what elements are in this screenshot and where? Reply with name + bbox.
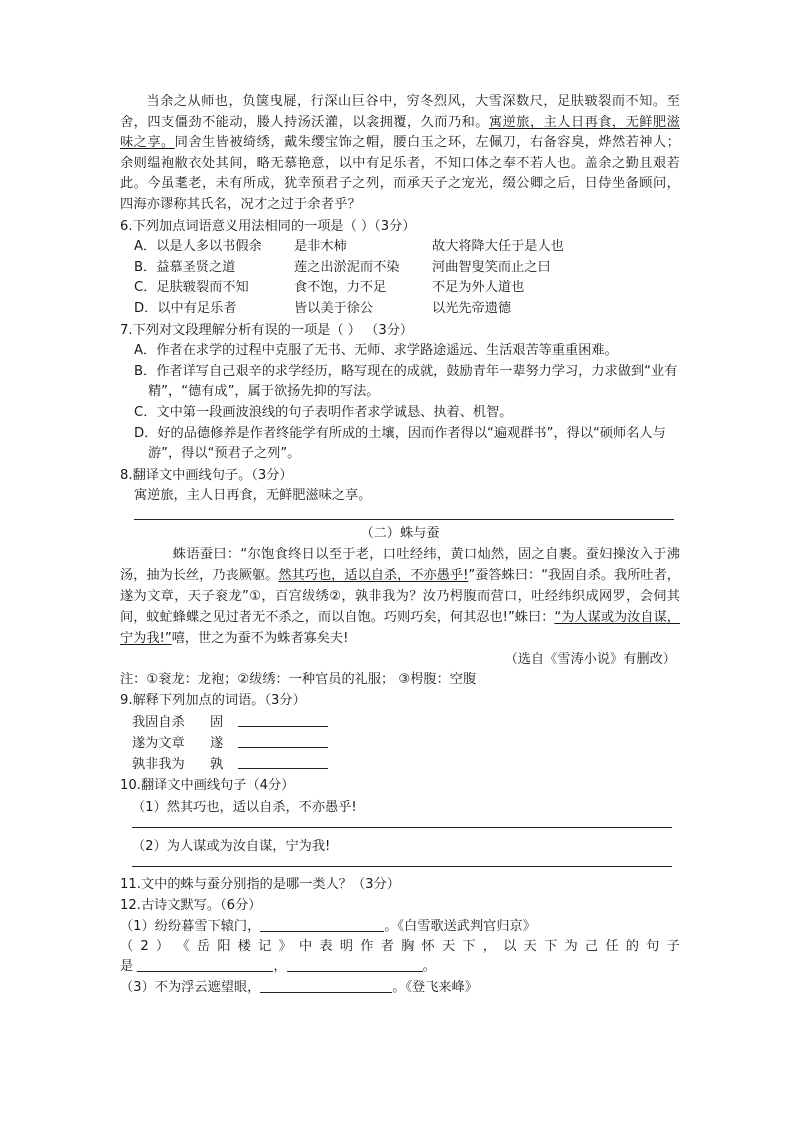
q12-item-2-glyph: 者: [380, 939, 394, 955]
q12-item-2-glyph: 作: [360, 939, 374, 955]
q12-item-2-blank-2[interactable]: [287, 957, 423, 972]
q12-item-2-glyph: 阳: [217, 939, 231, 955]
q12-item-2-glyph: 以: [503, 939, 517, 955]
passage-2-text-c: 嘻，世之为蚕不为蛛者寡矣夫!: [171, 630, 349, 646]
question-10-sentence-2: （2）为人谋或为汝自谋，宁为我!: [132, 838, 331, 854]
exam-page: [120, 92, 680, 999]
passage-2-note: 注：①衮龙：龙袍；②绂绣：一种官员的礼服； ③枵腹：空腹: [120, 671, 477, 687]
q12-item-3-blank[interactable]: [260, 978, 392, 993]
gloss-item: [120, 733, 680, 754]
q12-item-2-glyph: 怀: [421, 939, 435, 955]
question-8-stem: 8.翻译文中画线句子。（3分）: [120, 467, 293, 483]
option-d-3: 以光先帝遗德: [432, 300, 512, 316]
gloss-phrase: 我固自杀: [132, 715, 185, 731]
q12-item-2-glyph: 岳: [196, 939, 211, 955]
passage-1-underlined: 寓逆旅，主人日再食，无鲜肥滋味之享。: [120, 114, 680, 151]
gloss-char: 固: [210, 715, 224, 731]
question-7-stem: 7.下列对文段理解分析有误的一项是（ ） （3分）: [120, 322, 414, 338]
q12-item-2-glyph: 天: [523, 939, 537, 955]
q12-item-2-glyph: 中: [299, 939, 313, 955]
option-b-2: 莲之出淤泥而不染: [294, 259, 400, 275]
q12-item-1-source: 。《白雪歌送武判官归京》: [384, 918, 536, 934]
passage-2-text-b: ”蚕答蛛曰：“我固自杀。我所吐者，遂为文章，天子衮龙”①，百宫绂绣②，孰非我为？汝乃枵腹而营口，吐经纬织成网罗，会伺其间，蚊虻蜂蝶之见过者无不杀之，而以自饱。巧则巧矣，何其忍也!”蛛曰：: [120, 567, 680, 625]
q12-item-3-source: 。《登飞来峰》: [392, 980, 478, 996]
q12-item-2-glyph: 记: [258, 939, 272, 955]
option-b: [134, 258, 680, 279]
q12-item-2-glyph: 表: [319, 939, 333, 955]
question-9-stem: 9.解释下列加点的词语。（3分）: [120, 693, 306, 709]
q7-option-c: C．文中第一段画波浪线的句子表明作者求学诚恳、执着、机智。: [134, 404, 513, 420]
option-a-1: A．以是人多以书假余: [134, 239, 262, 255]
q12-item-2-glyph: 的: [625, 939, 639, 955]
q12-item-2-prompt: [120, 937, 680, 957]
question-8-answer-line[interactable]: [134, 519, 674, 520]
option-d-1: D．以中有足乐者: [134, 300, 237, 316]
q12-item-2-glyph: 天: [441, 939, 456, 955]
q12-item-2-glyph: ，: [482, 939, 496, 955]
question-10-stem: 10.翻译文中画线句子（4分）: [120, 778, 295, 794]
q12-item-2-glyph: 子: [666, 939, 680, 955]
option-d-2: 皆以美于徐公: [294, 300, 374, 316]
gloss-answer-blank[interactable]: [238, 712, 328, 727]
q12-item-1-blank[interactable]: [260, 917, 384, 932]
q7-option-b: B．作者详写自己艰辛的求学经历，略写现在的成就，鼓励青年一辈努力学习，力求做到“业有精”，“德有成”，属于欲扬先抑的写法。: [134, 363, 678, 400]
q12-item-2-glyph: 胸: [401, 939, 415, 955]
gloss-answer-blank[interactable]: [238, 754, 328, 769]
option-c: [134, 278, 680, 299]
option-c-3: 不足为外人道也: [432, 280, 525, 296]
option-c-2: 食不饱，力不足: [294, 280, 387, 296]
q12-item-2-end: 。: [422, 959, 436, 975]
q12-item-3: [120, 978, 680, 999]
q12-item-2-glyph: 《: [176, 939, 190, 955]
option-c-1: C．足肤皲裂而不知: [134, 280, 249, 296]
question-6-options: [120, 237, 680, 319]
passage-2: [120, 544, 680, 649]
q7-option-a: A．作者在求学的过程中克服了无书、无师、求学路途遥远、生活艰苦等重重困难。: [134, 343, 618, 359]
q12-item-2-glyph: 明: [339, 939, 354, 955]
q12-item-2-glyph: 句: [646, 939, 660, 955]
q12-item-2-glyph: 2: [140, 939, 149, 955]
option-a-3: 故大将降大任于是人也: [432, 239, 564, 255]
q12-item-1: [120, 917, 680, 938]
question-10-answer-line-2[interactable]: [132, 866, 672, 867]
question-11-stem: 11.文中的蛛与蚕分别指的是哪一类人？（3分）: [120, 876, 400, 892]
q12-item-2-blank-1[interactable]: [137, 957, 273, 972]
section-2-title: （二）蛛与蚕: [360, 525, 440, 541]
option-d: [134, 299, 680, 320]
q12-item-2-glyph: 楼: [237, 939, 251, 955]
q12-item-2-glyph: 下: [462, 939, 476, 955]
passage-1-text-b: 同舍生皆被绮绣，戴朱缨宝饰之帽，腰白玉之环，左佩刀，右备容臭，烨然若神人；余则缊袍敝衣处其间，略无慕艳意，以中有足乐者，不知口体之奉不若人也。盖余之勤且艰若此。今虽耄老，未有所成，犹幸预君子之列，而承天子之宠光，缀公卿之后，日侍坐备顾问，四海亦谬称其氏名，况才之过于余者乎？: [120, 135, 680, 212]
gloss-item: [120, 754, 680, 775]
option-b-1: B．益慕圣贤之道: [134, 259, 236, 275]
option-b-3: 河曲智叟笑而止之曰: [432, 259, 551, 275]
q12-item-2-glyph: 己: [584, 939, 599, 955]
question-6-stem: 6.下列加点词语意义用法相同的一项是（ ）（3分）: [120, 218, 416, 234]
q7-option-d: D．好的品德修养是作者终能学有所成的土壤，因而作者得以“遍观群书”，得以“硕师名人与游”，得以“预君子之列”。: [134, 425, 666, 462]
passage-2-underlined-b: “为人谋或为汝自谋，宁为我!”: [120, 609, 680, 646]
passage-2-underlined-a: 然其巧也，适以自杀，不亦愚乎!: [278, 567, 469, 583]
q12-item-2-glyph: ）: [156, 939, 170, 955]
passage-2-text-a: 蛛语蚕曰：“尔饱食终日以至于老，口吐经纬，黄口灿然，固之自裹。蚕妇操汝入于沸汤，抽为长丝，乃丧厥躯。: [120, 546, 680, 583]
gloss-char: 遂: [210, 736, 224, 752]
q12-item-2-answer: [120, 957, 680, 978]
option-a-2: 是非木柿: [294, 239, 347, 255]
q12-item-1-prompt: （1）纷纷暮雪下辕门，: [120, 918, 261, 934]
q12-item-2-lead: 是: [120, 959, 134, 975]
question-8-sentence: 寓逆旅，主人日再食，无鲜肥滋味之享。: [134, 488, 372, 504]
q12-item-2-glyph: 》: [278, 939, 292, 955]
q12-item-2-glyph: 任: [605, 939, 619, 955]
passage-1-text-a: 当余之从师也，负箧曳屣，行深山巨谷中，穷冬烈风，大雪深数尺，足肤皲裂而不知。至舍，四支僵劲不能动，媵人持汤沃灌，以衾拥覆，久而乃和。: [120, 94, 680, 130]
gloss-char: 孰: [210, 757, 224, 773]
q12-item-2-separator: ，: [273, 959, 287, 975]
gloss-phrase: 遂为文章: [132, 736, 185, 752]
question-12-stem: 12.古诗文默写。（6分）: [120, 898, 262, 914]
q12-item-2-glyph: 下: [544, 939, 558, 955]
question-10-answer-line-1[interactable]: [132, 827, 672, 828]
gloss-item: [120, 712, 680, 733]
q12-item-2-glyph: （: [120, 939, 134, 955]
question-10-sentence-1: （1）然其巧也，适以自杀，不亦愚乎!: [132, 799, 357, 815]
q12-item-2-glyph: 为: [564, 939, 578, 955]
passage-1: [120, 92, 680, 216]
passage-2-source: （选自《雪涛小说》有删改）: [504, 651, 676, 667]
option-a: [134, 237, 680, 258]
gloss-phrase: 孰非我为: [132, 757, 185, 773]
q12-item-3-prompt: （3）不为浮云遮望眼，: [120, 980, 261, 996]
gloss-answer-blank[interactable]: [238, 733, 328, 748]
